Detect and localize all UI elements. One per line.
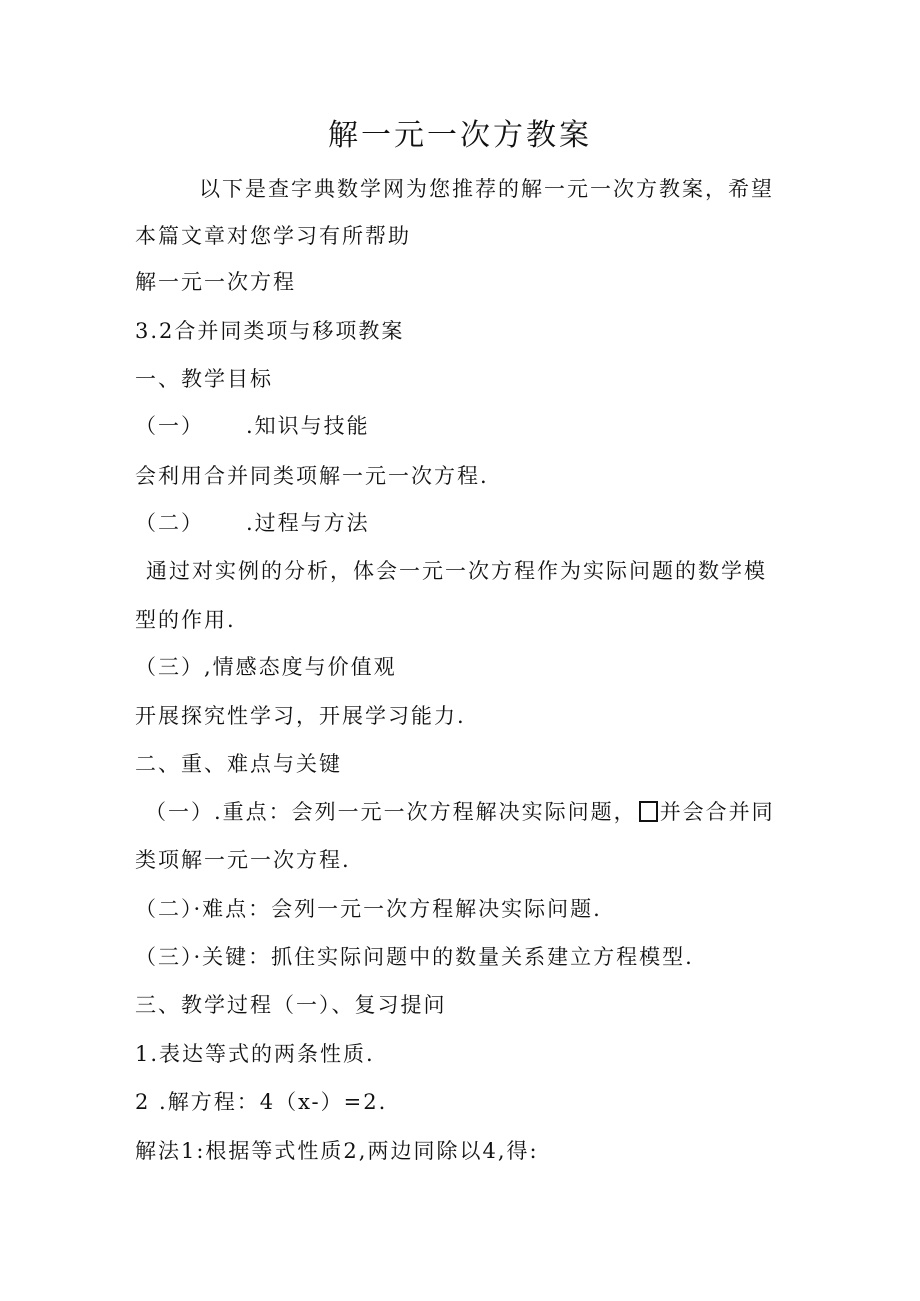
key-point-emphasis-text: （一）.重点：会列一元一次方程解决实际问题， xyxy=(145,800,637,824)
goal-3-text: 开展探究性学习，开展学习能力. xyxy=(135,704,466,728)
key-point-key: （三）·关键：抓住实际问题中的数量关系建立方程模型. xyxy=(135,945,694,969)
key-point-emphasis xyxy=(145,797,775,827)
goal-1-heading xyxy=(135,411,370,441)
goal-1-label: .知识与技能 xyxy=(246,414,370,438)
review-question-1: 1.表达等式的两条性质. xyxy=(135,1042,375,1066)
goal-1-marker: （一） xyxy=(135,414,204,438)
goal-2-label: .过程与方法 xyxy=(246,511,370,535)
subtitle-equation: 解一元一次方程 xyxy=(135,270,296,294)
intro-line-2: 本篇文章对您学习有所帮助 xyxy=(135,224,411,248)
document-title: 解一元一次方教案 xyxy=(328,118,592,153)
heading-key-points: 二、重、难点与关键 xyxy=(135,752,342,776)
heading-teaching-process: 三、教学过程（一）、复习提问 xyxy=(135,993,447,1017)
key-point-difficulty: （二）·难点：会列一元一次方程解决实际问题. xyxy=(135,897,602,921)
goal-2-text-line-1: 通过对实例的分析，体会一元一次方程作为实际问题的数学模 xyxy=(146,559,767,583)
solution-method-1: 解法1:根据等式性质2,两边同除以4,得: xyxy=(135,1139,539,1163)
key-point-emphasis-text-end: 并会合并同 xyxy=(659,800,775,824)
key-point-emphasis-cont: 类项解一元一次方程. xyxy=(135,848,351,872)
goal-1-text: 会利用合并同类项解一元一次方程. xyxy=(135,464,489,488)
goal-3-heading: （三）,情感态度与价值观 xyxy=(135,655,397,679)
goal-2-text-line-2: 型的作用. xyxy=(135,608,236,632)
review-question-2: 2 .解方程：4（x-）=2. xyxy=(135,1090,388,1114)
section-number-title: 3.2合并同类项与移项教案 xyxy=(135,319,405,343)
goal-2-heading xyxy=(135,508,370,538)
placeholder-box-icon xyxy=(639,801,658,822)
goal-2-marker: （二） xyxy=(135,511,204,535)
intro-line-1: 以下是查字典数学网为您推荐的解一元一次方教案，希望 xyxy=(199,177,774,201)
heading-teaching-goals: 一、教学目标 xyxy=(135,367,273,391)
